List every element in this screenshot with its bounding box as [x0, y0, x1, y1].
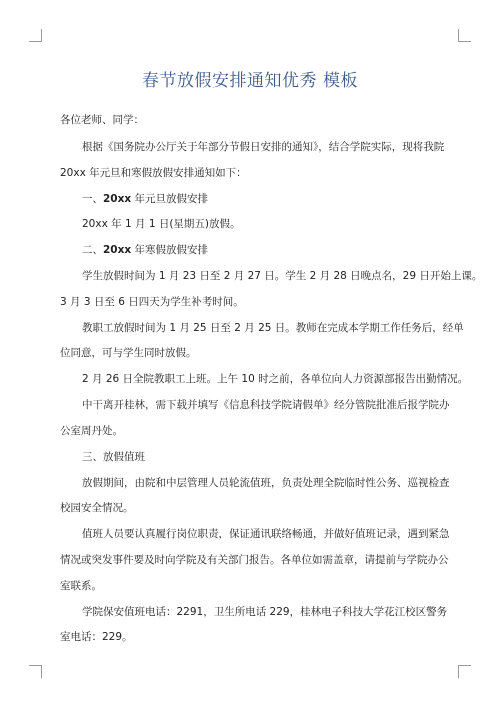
intro-line-1: 根据《国务院办公厅关于年部分节假日安排的通知》，结合学院实际，现将我院	[82, 141, 445, 153]
duty-staff-line-3: 室联系。	[60, 580, 102, 592]
crop-mark-top-right	[458, 29, 471, 42]
phone-line-2: 室电话：229。	[60, 631, 133, 643]
students-schedule-line-1: 学生放假时间为 1 月 23 日至 2 月 27 日。学生 2 月 28 日晚点名，29 日开始上课。	[82, 270, 483, 282]
duty-staff-line-2: 情况或突发事件要及时向学院及有关部门报告。各单位如需盖章，请提前与学院办公	[60, 554, 449, 566]
section-2-heading-year: 20xx	[103, 244, 132, 256]
section-2-heading-suffix: 年寒假放假安排	[131, 244, 209, 256]
section-1-body: 20xx 年 1 月 1 日(星期五)放假。	[82, 218, 241, 230]
section-3-heading: 三、放假值班	[82, 451, 145, 463]
section-1-heading-suffix: 年元旦放假安排	[131, 193, 209, 205]
section-2-heading	[82, 243, 208, 257]
section-1-heading-prefix: 一、	[82, 193, 103, 205]
section-2-heading-prefix: 二、	[82, 244, 103, 256]
crop-mark-top-left	[29, 29, 42, 42]
phone-line-1: 学院保安值班电话：2291，卫生所电话 229，桂林电子科技大学花江校区警务	[82, 606, 448, 618]
leave-request-line-1: 中干离开桂林，需下载并填写《信息科技学院请假单》经分管院批准后报学院办	[82, 399, 450, 411]
section-1-heading	[82, 192, 208, 206]
students-schedule-line-2: 3 月 3 日至 6 日四天为学生补考时间。	[60, 296, 244, 308]
duty-line-1: 放假期间，由院和中层管理人员轮流值班，负责处理全院临时性公务、巡视检查	[82, 477, 450, 489]
crop-mark-bottom-left	[29, 665, 42, 678]
greeting: 各位老师、同学：	[60, 114, 144, 126]
intro-line-2: 20xx 年元旦和寒假放假安排通知如下：	[60, 167, 247, 179]
crop-mark-bottom-right	[458, 665, 471, 678]
section-1-heading-year: 20xx	[103, 193, 132, 205]
staff-schedule-line-1: 教职工放假时间为 1 月 25 日至 2 月 25 日。教师在完成本学期工作任务后，经单	[82, 322, 464, 334]
duty-staff-line-1: 值班人员要认真履行岗位职责，保证通讯联络畅通，并做好值班记录，遇到紧急	[82, 528, 450, 540]
duty-line-2: 校园安全情况。	[60, 502, 134, 514]
return-to-work-line: 2 月 26 日全院教职工上班。上午 10 时之前，各单位向人力资源部报告出勤情况。	[82, 373, 469, 385]
leave-request-line-2: 公室周丹处。	[60, 425, 123, 437]
staff-schedule-line-2: 位同意，可与学生同时放假。	[60, 347, 197, 359]
document-title: 春节放假安排通知优秀 模板	[142, 71, 358, 91]
